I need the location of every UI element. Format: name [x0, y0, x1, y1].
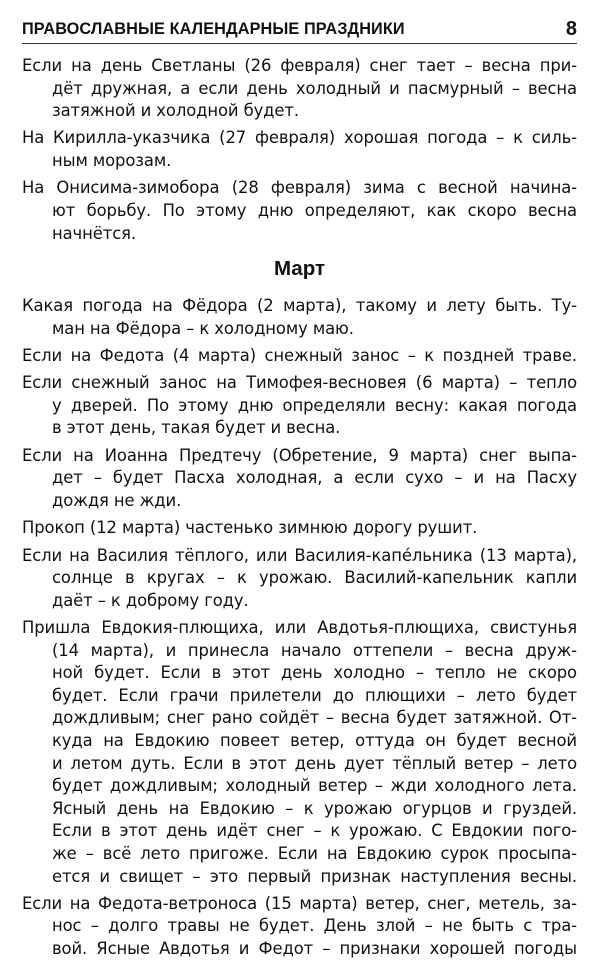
- text-line: дет – будет Пасха холодная, а если сухо – и на Пасху: [52, 468, 577, 488]
- text-line: будет. Если грачи прилетели до плющихи – лето будет: [52, 685, 577, 705]
- text-line: (14 марта), и принесла начало оттепели – весна друж-: [52, 640, 577, 660]
- page-number: 8: [565, 18, 577, 40]
- text-line: будет дождливым; холодный ветер – жди холодного лета.: [52, 776, 577, 796]
- text-line: Пришла Евдокия-плющиха, или Авдотья-плющиха, свистунья: [22, 617, 577, 637]
- text-line: Ясный день на Евдокию – к урожаю огурцов и груздей.: [52, 798, 577, 818]
- body-text: [22, 55, 577, 965]
- text-line: нос – долго травы не будет. День злой – не быть с тра-: [52, 916, 577, 936]
- paragraph: [22, 295, 577, 340]
- paragraph: [22, 177, 577, 245]
- text-line: солнце в кругах – к урожаю. Василий-капельник капли: [52, 568, 577, 588]
- running-title: ПРАВОСЛАВНЫЕ КАЛЕНДАРНЫЕ ПРАЗДНИКИ: [22, 20, 405, 38]
- text-line: Если на Федота (4 марта) снежный занос – к поздней траве.: [22, 346, 577, 365]
- paragraph: [22, 345, 577, 368]
- text-line: Если на Василия тёплого, или Василия-капе́льника (13 марта),: [22, 545, 577, 565]
- text-line: ман на Фёдора – к холодному маю.: [52, 318, 354, 338]
- paragraph: [22, 893, 577, 961]
- section-heading: Март: [273, 257, 326, 281]
- text-line: ют борьбу. По этому дню определяют, как скоро весна: [52, 200, 577, 220]
- text-line: затяжной и холодной будет.: [52, 101, 299, 121]
- text-line: Прокоп (12 марта) частенько зимнюю дорогу рушит.: [22, 518, 478, 538]
- paragraph: [22, 372, 577, 440]
- text-line: же – всё лето пригоже. Если на Евдокию сурок просыпа-: [52, 843, 577, 863]
- text-line: Если на Федота-ветроноса (15 марта) ветер, снег, метель, за-: [22, 893, 577, 913]
- paragraph: [22, 545, 577, 613]
- text-line: ной будет. Если в этот день холодно – тепло не скоро: [52, 663, 577, 683]
- text-line: Если на Иоанна Предтечу (Обретение, 9 марта) снег выпа-: [22, 445, 577, 465]
- text-line: куда на Евдокию повеет ветер, оттуда он будет весной: [52, 730, 577, 750]
- text-line: у дверей. По этому дню определяли весну: какая погода: [52, 395, 577, 415]
- text-line: начнётся.: [52, 223, 136, 243]
- paragraph: [22, 55, 577, 123]
- text-line: ется и свищет – это первый признак наступления весны.: [52, 866, 577, 886]
- text-line: Какая погода на Фёдора (2 марта), такому и лету быть. Ту-: [22, 296, 577, 316]
- text-line: дождя не жди.: [52, 490, 182, 510]
- text-line: Если снежный занос на Тимофея-весновея (6 марта) – тепло: [22, 373, 577, 393]
- paragraph: [22, 617, 577, 888]
- text-line: в этот день, такая будет и весна.: [52, 418, 341, 438]
- text-line: дождливым; снег рано сойдёт – весна будет затяжной. От-: [52, 708, 577, 728]
- text-line: даёт – к доброму году.: [52, 590, 249, 610]
- text-line: Если в этот день идёт снег – к урожаю. С Евдокии пого-: [52, 821, 577, 841]
- text-line: вой. Ясные Авдотья и Федот – признаки хорошей погоды: [52, 938, 577, 958]
- running-header: [22, 19, 577, 44]
- text-line: На Онисима-зимобора (28 февраля) зима с весной начина-: [22, 178, 577, 198]
- text-line: Если на день Светланы (26 февраля) снег тает – весна при-: [22, 56, 577, 75]
- paragraph: [22, 127, 577, 172]
- paragraph: [22, 445, 577, 513]
- text-line: дёт дружная, а если день холодный и пасмурный – весна: [52, 78, 577, 98]
- text-line: ным морозам.: [52, 151, 172, 171]
- text-line: и летом дуть. Если в этот день дует тёплый ветер – лето: [52, 753, 577, 773]
- text-line: На Кирилла-указчика (27 февраля) хорошая погода – к силь-: [22, 128, 577, 148]
- paragraph: [22, 517, 577, 540]
